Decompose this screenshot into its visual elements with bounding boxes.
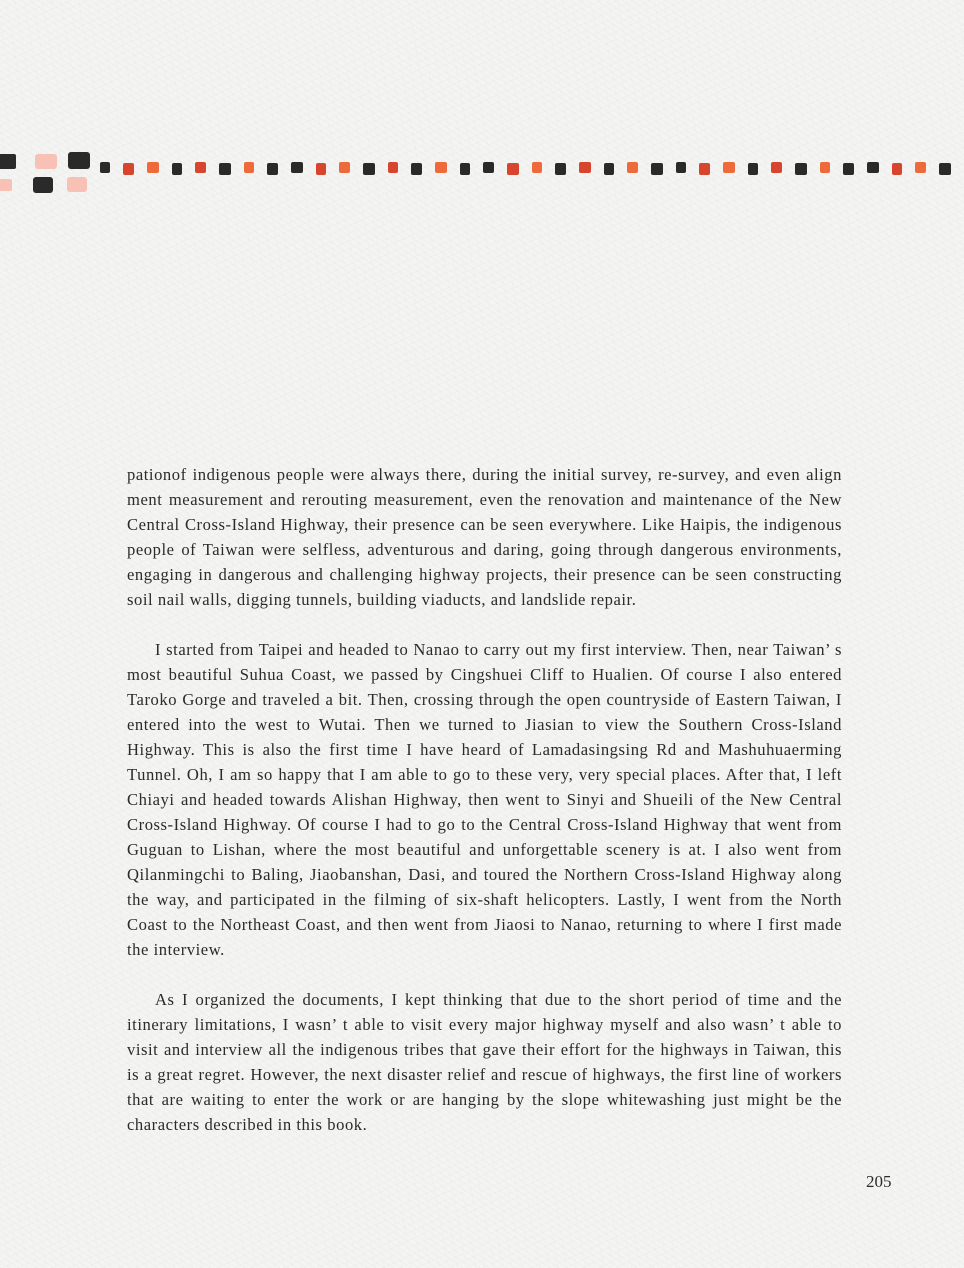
dash-mark [915, 162, 926, 173]
page-number: 205 [866, 1172, 892, 1191]
dash-mark [723, 162, 735, 173]
dash-mark [267, 163, 278, 175]
dash-mark [843, 163, 854, 175]
dash-mark [100, 162, 110, 173]
dash-mark [867, 162, 879, 173]
paragraph-2: I started from Taipei and headed to Nanao to carry out my first interview. Then, near Taiwan’ s most beautiful Suhua Coast, we passed by Cingshuei Cliff to Hualien. Of course I also entered Taroko Gorge and traveled a bit. Then, crossing through the open countryside of Eastern Taiwan, I entered into the west to Wutai. Then we turned to Jiasian to view the Southern Cross-Island Highway. This is also the first time I have heard of Lamadasingsing Rd and Mashuhuaerming Tunnel. Oh, I am so happy that I am able to go to these very, very special places. After that, I left Chiayi and headed towards Alishan Highway, then went to Sinyi and Shueili of the New Central Cross-Island Highway. Of course I had to go to the Central Cross-Island Highway that went from Guguan to Lishan, where the most beautiful and unforgettable scenery is at. I also went from Qilanmingchi to Baling, Jiaobanshan, Dasi, and toured the Northern Cross-Island Highway along the way, and participated in the filming of six-shaft helicopters. Lastly, I went from the North Coast to the Northeast Coast, and then went from Jiaosi to Nanao, returning to where I first made the interview. [127, 640, 842, 959]
dash-mark [460, 163, 470, 175]
dash-mark [820, 162, 830, 173]
dash-mark [219, 163, 231, 175]
dash-mark [147, 162, 159, 173]
dash-mark [388, 162, 398, 173]
dash-mark [195, 162, 206, 173]
dash-mark [244, 162, 254, 173]
dash-mark [939, 163, 951, 175]
dash-mark [123, 163, 134, 175]
dash-mark [604, 163, 614, 175]
dash-mark [363, 163, 375, 175]
dash-mark [291, 162, 303, 173]
dash-mark [435, 162, 447, 173]
paragraph-3: As I organized the documents, I kept thinking that due to the short period of time and the itinerary limitations, I wasn’ t able to visit every major highway myself and also wasn’ t able to visit and interview all the indigenous tribes that gave their effort for the highways in Taiwan, this is a great regret. However, the next disaster relief and rescue of highways, the first line of workers that are waiting to enter the work or are hanging by the slope whitewashing just might be the characters described in this book. [127, 990, 842, 1134]
dash-mark [748, 163, 758, 175]
dash-mark [316, 163, 326, 175]
dash-mark [651, 163, 663, 175]
dash-mark [483, 162, 494, 173]
decorative-dashed-band [0, 148, 964, 196]
dash-mark [579, 162, 591, 173]
dash-mark [699, 163, 710, 175]
dash-mark [676, 162, 686, 173]
dash-mark [771, 162, 782, 173]
dash-mark [507, 163, 519, 175]
dash-mark [555, 163, 566, 175]
dashed-band-graphic [0, 148, 964, 196]
dash-mark [795, 163, 807, 175]
dash-mark [172, 163, 182, 175]
dash-mark [411, 163, 422, 175]
dash-mark [627, 162, 638, 173]
dash-mark [532, 162, 542, 173]
dash-mark [892, 163, 902, 175]
paragraph-1: pationof indigenous people were always there, during the initial survey, re-survey, and even align ment measurement and rerouting measurement, even the renovation and maintenance of the New Central Cross-Island Highway, their presence can be seen everywhere. Like Haipis, the indigenous people of Taiwan were selfless, adventurous and daring, going through dangerous environments, engaging in dangerous and challenging highway projects, their presence can be seen constructing soil nail walls, digging tunnels, building viaducts, and landslide repair. [127, 465, 842, 609]
dash-mark [339, 162, 350, 173]
body-text [127, 462, 842, 1162]
